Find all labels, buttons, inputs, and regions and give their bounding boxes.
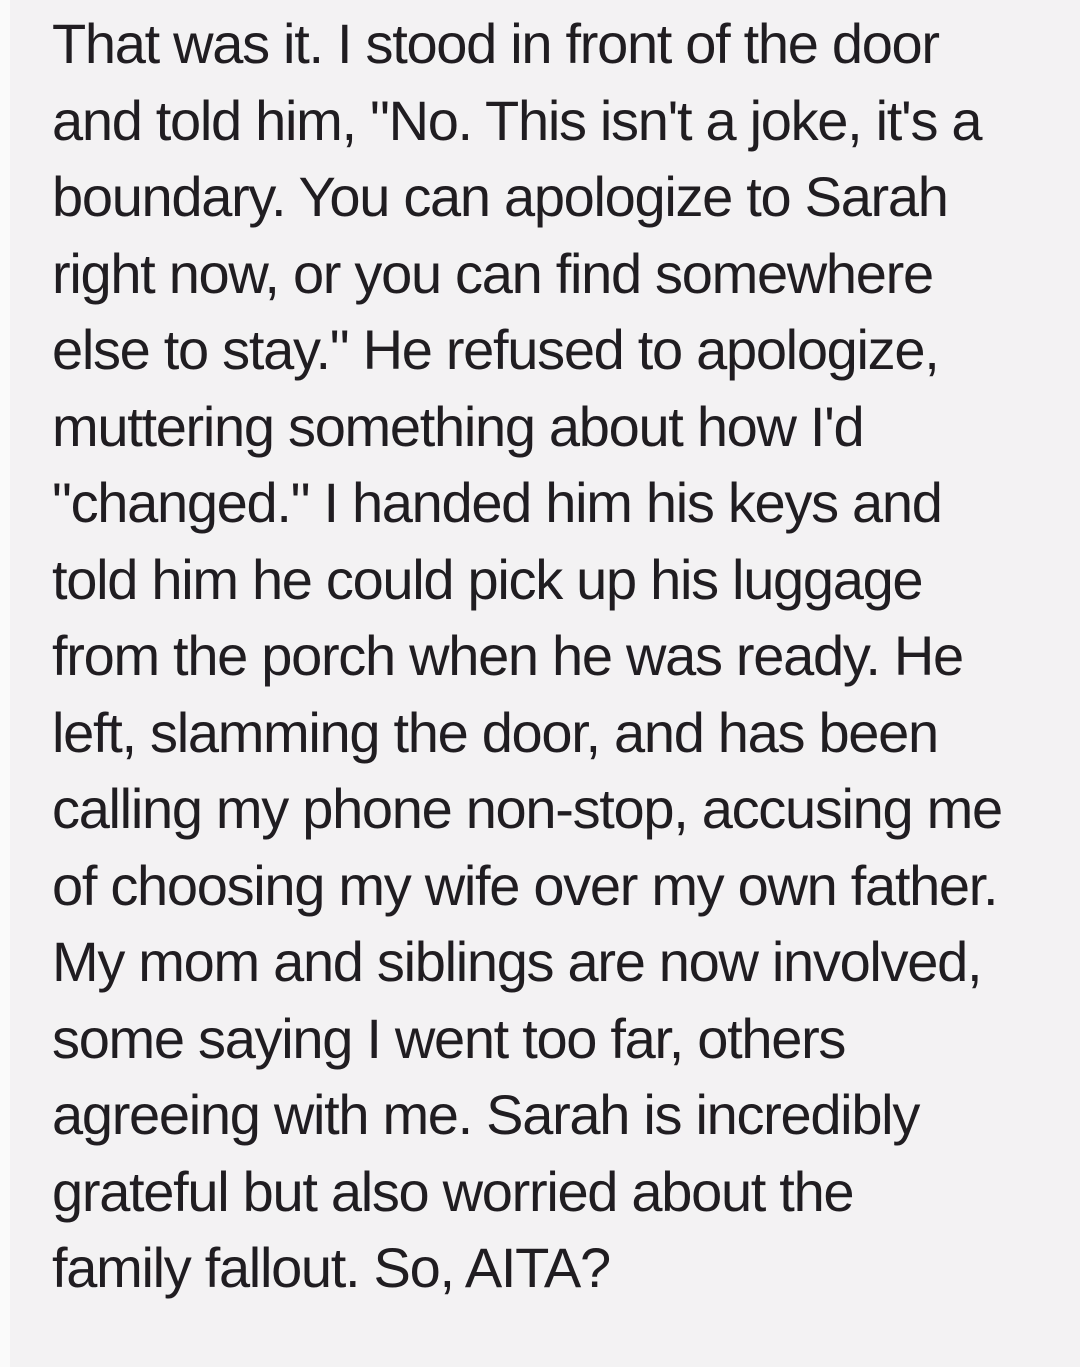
text-line: grateful but also worried about the	[52, 1159, 854, 1223]
text-line: boundary. You can apologize to Sarah	[52, 165, 948, 228]
text-line: from the porch when he was ready. He	[52, 624, 963, 687]
text-line: family fallout. So, AITA?	[52, 1236, 610, 1299]
post-body-text	[52, 6, 1080, 1307]
page-left-edge	[0, 0, 10, 1367]
text-line: muttering something about how I'd	[52, 394, 864, 458]
text-line: some saying I went too far, others	[52, 1006, 846, 1070]
text-line: told him he could pick up his luggage	[52, 547, 923, 611]
text-line: and told him, "No. This isn't a joke, it's a	[52, 88, 982, 152]
text-line: agreeing with me. Sarah is incredibly	[52, 1083, 920, 1146]
text-line: "changed." I handed him his keys and	[52, 471, 942, 534]
text-line: of choosing my wife over my own father.	[52, 853, 998, 917]
text-line: That was it. I stood in front of the door	[52, 12, 939, 75]
text-line: right now, or you can find somewhere	[52, 241, 933, 305]
text-line: My mom and siblings are now involved,	[52, 930, 982, 993]
text-line: else to stay." He refused to apologize,	[52, 318, 939, 381]
text-line: left, slamming the door, and has been	[52, 700, 938, 764]
text-line: calling my phone non-stop, accusing me	[52, 777, 1002, 840]
